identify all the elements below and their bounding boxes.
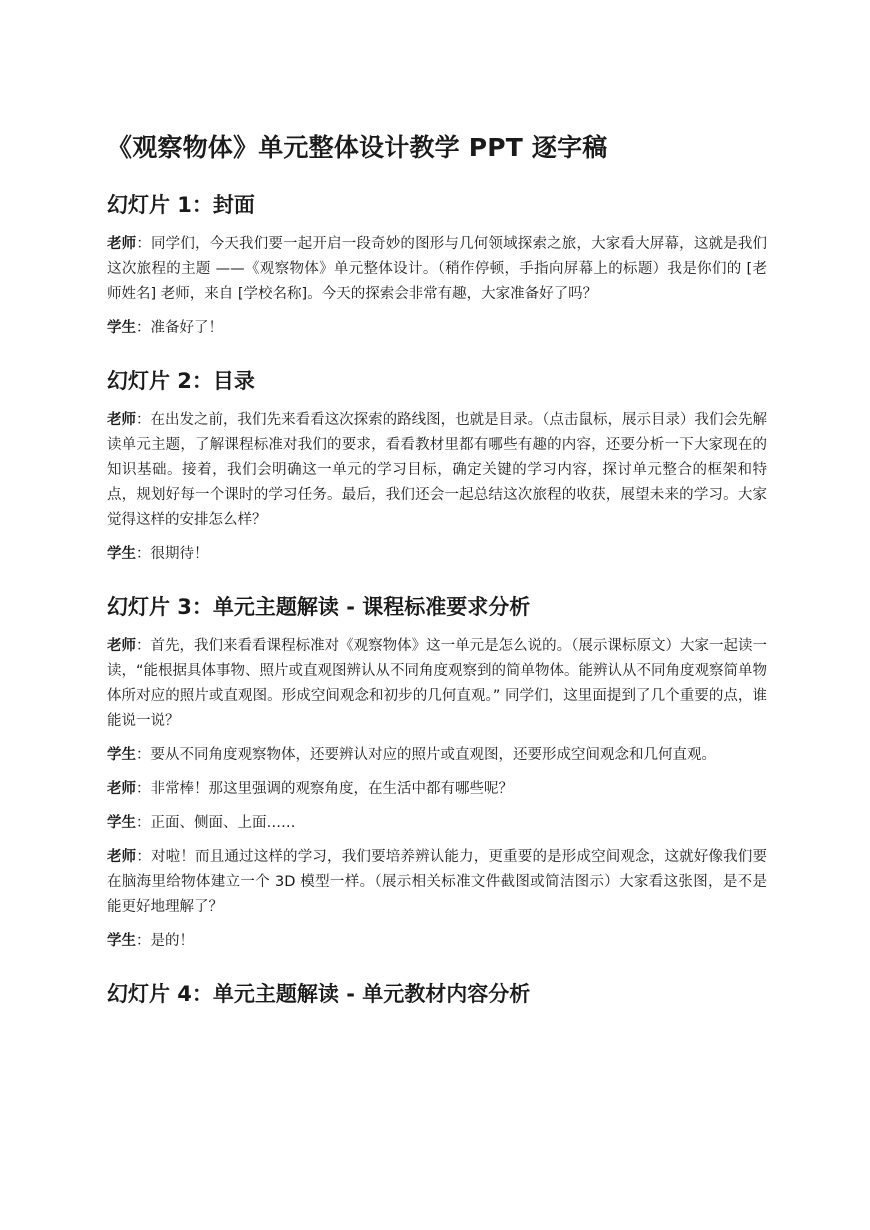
dialogue-turn <box>107 845 767 920</box>
document-title: 《观察物体》单元整体设计教学 PPT 逐字稿 <box>107 133 608 162</box>
speaker-label: 学生 <box>107 933 136 949</box>
dialogue-text: ：是的！ <box>136 933 194 949</box>
slide-section-3 <box>107 592 767 954</box>
dialogue-turn <box>107 811 767 836</box>
dialogue-text: ：对啦！而且通过这样的学习，我们要培养辨认能力，更重要的是形成空间观念，这就好像我们要在脑海里给物体建立一个 3D 模型一样。（展示相关标准文件截图或简洁图示）大家看这张图，是不是能更好地理解了？ <box>107 849 767 915</box>
slide-section-1 <box>107 190 767 341</box>
dialogue-text: ：正面、侧面、上面…… <box>136 815 296 831</box>
dialogue-text: ：同学们，今天我们要一起开启一段奇妙的图形与几何领域探索之旅，大家看大屏幕，这就是我们这次旅程的主题 ——《观察物体》单元整体设计。（稍作停顿，手指向屏幕上的标题）我是你们的 [老师姓名] 老师，来自 [学校名称]。今天的探索会非常有趣，大家准备好了吗？ <box>107 236 767 302</box>
dialogue-turn <box>107 316 767 341</box>
slide-heading: 幻灯片 4：单元主题解读 - 单元教材内容分析 <box>107 982 531 1006</box>
dialogue-text: ：首先，我们来看看课程标准对《观察物体》这一单元是怎么说的。（展示课标原文）大家一起读一读，“能根据具体事物、照片或直观图辨认从不同角度观察到的简单物体。能辨认从不同角度观察简单物体所对应的照片或直观图。形成空间观念和初步的几何直观。” 同学们，这里面提到了几个重要的点，谁能说一说？ <box>107 638 768 729</box>
speaker-label: 学生 <box>107 546 136 562</box>
dialogue-turn <box>107 929 767 954</box>
dialogue-text: ：在出发之前，我们先来看看这次探索的路线图，也就是目录。（点击鼠标，展示目录）我们会先解读单元主题，了解课程标准对我们的要求，看看教材里都有哪些有趣的内容，还要分析一下大家现在的知识基础。接着，我们会明确这一单元的学习目标，确定关键的学习内容，探讨单元整合的框架和特点，规划好每一个课时的学习任务。最后，我们还会一起总结这次旅程的收获，展望未来的学习。大家觉得这样的安排怎么样？ <box>107 412 768 528</box>
speaker-label: 老师 <box>107 412 137 428</box>
speaker-label: 老师 <box>107 781 136 797</box>
dialogue-text: ：准备好了！ <box>136 320 223 336</box>
section-spacer <box>107 350 767 366</box>
dialogue-text: ：要从不同角度观察物体，还要辨认对应的照片或直观图，还要形成空间观念和几何直观。 <box>136 747 716 763</box>
section-spacer <box>107 576 767 592</box>
slide-heading: 幻灯片 1：封面 <box>107 193 255 217</box>
dialogue-turn <box>107 408 767 533</box>
speaker-label: 学生 <box>107 815 136 831</box>
section-spacer <box>107 963 767 979</box>
speaker-label: 学生 <box>107 320 136 336</box>
speaker-label: 老师 <box>107 236 137 252</box>
dialogue-text: ：很期待！ <box>136 546 209 562</box>
dialogue-turn <box>107 634 767 734</box>
slide-section-2 <box>107 366 767 567</box>
slide-section-4 <box>107 979 767 1009</box>
dialogue-turn <box>107 777 767 802</box>
speaker-label: 学生 <box>107 747 136 763</box>
slide-heading: 幻灯片 2：目录 <box>107 369 255 393</box>
dialogue-turn <box>107 743 767 768</box>
dialogue-turn <box>107 232 767 307</box>
document-page <box>107 128 767 1021</box>
dialogue-text: ：非常棒！那这里强调的观察角度，在生活中都有哪些呢？ <box>136 781 513 797</box>
speaker-label: 老师 <box>107 849 137 865</box>
slide-heading: 幻灯片 3：单元主题解读 - 课程标准要求分析 <box>107 595 531 619</box>
speaker-label: 老师 <box>107 638 137 654</box>
dialogue-turn <box>107 542 767 567</box>
